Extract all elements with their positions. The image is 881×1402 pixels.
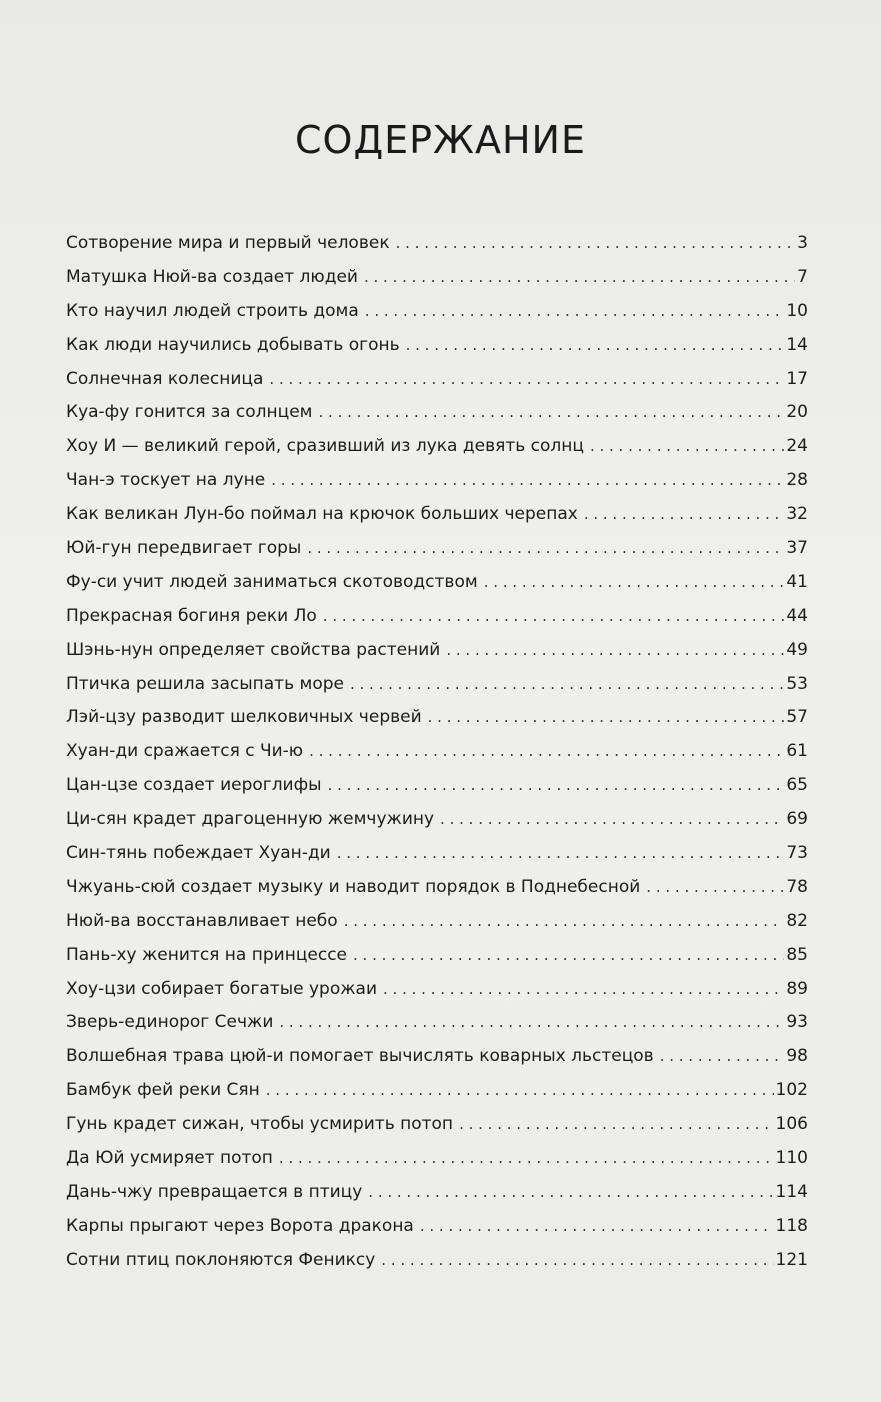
toc-entry-title: Хоу-цзи собирает богатые урожаи xyxy=(66,978,378,999)
toc-entry-title: Хоу И — великий герой, сразивший из лука девять солнц xyxy=(66,436,584,457)
dot-leader xyxy=(406,336,785,354)
toc-entry-page-number: 93 xyxy=(786,1012,808,1033)
toc-entry xyxy=(66,233,808,267)
dot-leader xyxy=(484,573,785,591)
toc-entry xyxy=(66,809,808,843)
toc-entry-title: Карпы прыгают через Ворота дракона xyxy=(66,1215,414,1236)
dot-leader xyxy=(309,742,784,760)
toc-entry xyxy=(66,1012,808,1046)
toc-entry-page-number: 61 xyxy=(786,741,808,762)
toc-entry-page-number: 10 xyxy=(786,300,808,321)
dot-leader xyxy=(271,471,784,489)
toc-entry-page-number: 17 xyxy=(786,368,808,389)
toc-entry-page-number: 24 xyxy=(786,436,808,457)
toc-entry xyxy=(66,470,808,504)
toc-entry-page-number: 114 xyxy=(775,1181,808,1202)
toc-entry-title: Цан-цзе создает иероглифы xyxy=(66,775,322,796)
dot-leader xyxy=(266,1081,774,1099)
toc-entry-title: Птичка решила засыпать море xyxy=(66,673,344,694)
dot-leader xyxy=(660,1047,785,1065)
dot-leader xyxy=(381,1251,773,1269)
toc-entry xyxy=(66,674,808,708)
toc-entry-title: Дань-чжу превращается в птицу xyxy=(66,1181,363,1202)
toc-entry-title: Юй-гун передвигает горы xyxy=(66,538,302,559)
toc-entry xyxy=(66,436,808,470)
toc-entry-page-number: 32 xyxy=(786,504,808,525)
dot-leader xyxy=(279,1149,774,1167)
toc-entry xyxy=(66,707,808,741)
toc-entry xyxy=(66,335,808,369)
toc-entry-page-number: 57 xyxy=(786,707,808,728)
toc-entry xyxy=(66,369,808,403)
toc-entry-page-number: 102 xyxy=(775,1080,808,1101)
dot-leader xyxy=(446,641,784,659)
toc-entry-title: Шэнь-нун определяет свойства растений xyxy=(66,639,441,660)
table-of-contents xyxy=(66,233,808,1284)
toc-entry-page-number: 37 xyxy=(786,538,808,559)
toc-entry-page-number: 89 xyxy=(786,978,808,999)
toc-entry-page-number: 49 xyxy=(786,639,808,660)
toc-entry xyxy=(66,402,808,436)
dot-leader xyxy=(319,403,785,421)
dot-leader xyxy=(420,1217,774,1235)
toc-entry-page-number: 110 xyxy=(775,1148,808,1169)
toc-entry xyxy=(66,741,808,775)
toc-entry xyxy=(66,911,808,945)
toc-entry-title: Как великан Лун-бо поймал на крючок больших черепах xyxy=(66,504,578,525)
toc-entry xyxy=(66,1046,808,1080)
toc-entry-page-number: 69 xyxy=(786,809,808,830)
toc-entry-title: Матушка Нюй-ва создает людей xyxy=(66,266,358,287)
toc-entry-title: Сотни птиц поклоняются Фениксу xyxy=(66,1249,376,1270)
toc-entry-page-number: 20 xyxy=(786,402,808,423)
toc-entry-title: Сотворение мира и первый человек xyxy=(66,233,390,253)
dot-leader xyxy=(350,675,784,693)
dot-leader xyxy=(337,844,785,862)
toc-entry-page-number: 7 xyxy=(797,266,808,287)
toc-entry-title: Волшебная трава цюй-и помогает вычислять коварных льстецов xyxy=(66,1046,654,1067)
toc-entry xyxy=(66,606,808,640)
dot-leader xyxy=(590,437,784,455)
toc-entry-title: Как люди научились добывать огонь xyxy=(66,334,400,355)
dot-leader xyxy=(279,1013,784,1031)
toc-entry-title: Син-тянь побеждает Хуан-ди xyxy=(66,843,331,864)
toc-entry-page-number: 14 xyxy=(786,334,808,355)
toc-entry-page-number: 44 xyxy=(786,605,808,626)
toc-entry-page-number: 73 xyxy=(786,843,808,864)
toc-entry xyxy=(66,504,808,538)
toc-entry-title: Да Юй усмиряет потоп xyxy=(66,1148,273,1169)
toc-entry-page-number: 82 xyxy=(786,910,808,931)
toc-entry xyxy=(66,1114,808,1148)
toc-entry-title: Солнечная колесница xyxy=(66,368,264,389)
toc-entry xyxy=(66,572,808,606)
toc-entry xyxy=(66,945,808,979)
dot-leader xyxy=(428,708,785,726)
toc-entry xyxy=(66,1182,808,1216)
toc-entry xyxy=(66,775,808,809)
toc-entry-page-number: 106 xyxy=(775,1114,808,1135)
toc-entry-page-number: 65 xyxy=(786,775,808,796)
toc-entry-page-number: 78 xyxy=(786,876,808,897)
dot-leader xyxy=(365,302,785,320)
toc-entry-page-number: 3 xyxy=(797,233,808,253)
toc-entry-page-number: 28 xyxy=(786,470,808,491)
toc-entry-title: Куа-фу гонится за солнцем xyxy=(66,402,313,423)
toc-entry-title: Нюй-ва восстанавливает небо xyxy=(66,910,338,931)
dot-leader xyxy=(459,1115,773,1133)
dot-leader xyxy=(323,607,785,625)
dot-leader xyxy=(383,980,784,998)
dot-leader xyxy=(364,268,795,286)
toc-entry-page-number: 85 xyxy=(786,944,808,965)
dot-leader xyxy=(396,234,796,252)
toc-entry-page-number: 118 xyxy=(775,1215,808,1236)
toc-entry xyxy=(66,1148,808,1182)
page-title: СОДЕРЖАНИЕ xyxy=(295,118,586,162)
toc-entry-page-number: 121 xyxy=(775,1249,808,1270)
toc-entry xyxy=(66,843,808,877)
toc-entry-page-number: 53 xyxy=(786,673,808,694)
dot-leader xyxy=(307,539,784,557)
toc-entry-title: Гунь крадет сижан, чтобы усмирить потоп xyxy=(66,1114,454,1135)
toc-entry xyxy=(66,640,808,674)
toc-entry-page-number: 41 xyxy=(786,571,808,592)
dot-leader xyxy=(344,912,785,930)
toc-entry-title: Хуан-ди сражается с Чи-ю xyxy=(66,741,304,762)
dot-leader xyxy=(269,370,784,388)
dot-leader xyxy=(584,505,785,523)
toc-entry-title: Бамбук фей реки Сян xyxy=(66,1080,260,1101)
dot-leader xyxy=(368,1183,773,1201)
toc-entry xyxy=(66,1080,808,1114)
toc-entry xyxy=(66,267,808,301)
dot-leader xyxy=(328,776,785,794)
toc-entry xyxy=(66,979,808,1013)
toc-entry-title: Кто научил людей строить дома xyxy=(66,300,359,321)
dot-leader xyxy=(353,946,784,964)
toc-entry xyxy=(66,877,808,911)
toc-entry xyxy=(66,1250,808,1284)
toc-entry-title: Чжуань-сюй создает музыку и наводит порядок в Поднебесной xyxy=(66,876,641,897)
toc-entry xyxy=(66,1216,808,1250)
toc-entry-title: Чан-э тоскует на луне xyxy=(66,470,266,491)
toc-entry-title: Прекрасная богиня реки Ло xyxy=(66,605,317,626)
toc-entry-page-number: 98 xyxy=(786,1046,808,1067)
dot-leader xyxy=(440,810,784,828)
toc-entry-title: Лэй-цзу разводит шелковичных червей xyxy=(66,707,422,728)
toc-entry-title: Зверь-единорог Сечжи xyxy=(66,1012,274,1033)
toc-entry-title: Пань-ху женится на принцессе xyxy=(66,944,347,965)
dot-leader xyxy=(646,878,784,896)
toc-entry xyxy=(66,538,808,572)
toc-entry xyxy=(66,301,808,335)
toc-entry-title: Ци-сян крадет драгоценную жемчужину xyxy=(66,809,435,830)
toc-entry-title: Фу-си учит людей заниматься скотоводством xyxy=(66,571,478,592)
